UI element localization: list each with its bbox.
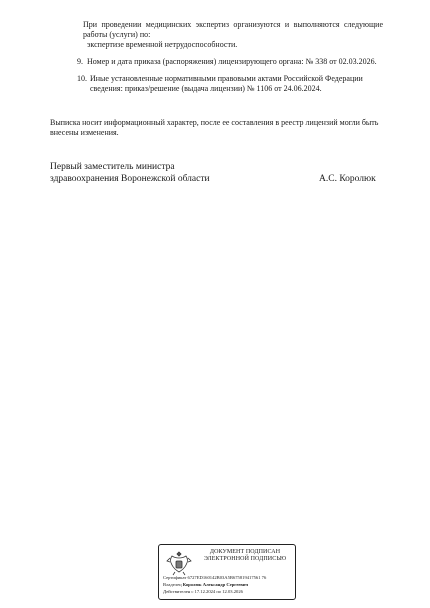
- signer-title-line2: здравоохранения Воронежской области: [50, 174, 210, 184]
- signer-title-line1: Первый заместитель министра: [50, 162, 175, 172]
- item9-number: 9.: [77, 57, 83, 66]
- notice-line2: внесены изменения.: [50, 128, 119, 137]
- section8-line3: экспертизе временной нетрудоспособности.: [87, 40, 238, 49]
- section8-line2: работы (услуги) по:: [83, 30, 151, 39]
- notice-line1: Выписка носит информационный характер, после ее составления в реестр лицензий могли быть: [50, 118, 379, 127]
- stamp-header: [197, 549, 293, 563]
- item10-line1: Иные установленные нормативными правовыми актами Российской Федерации: [90, 74, 363, 83]
- stamp-header-line2: ЭЛЕКТРОННОЙ ПОДПИСЬЮ: [203, 556, 287, 562]
- stamp-certificate: Сертификат 6727ED160142B03A5B675819417561 76: [163, 575, 267, 580]
- stamp-header-line1: ДОКУМЕНТ ПОДПИСАН: [209, 549, 281, 555]
- signer-name: А.С. Королюк: [319, 174, 376, 184]
- stamp-owner-label: Владелец: [163, 582, 182, 587]
- stamp-validity: Действителен с 17.12.2024 по 12.03.2026: [163, 589, 243, 594]
- item10-number: 10.: [77, 74, 87, 83]
- section8-line1: При проведении медицинских экспертиз организуются и выполняются следующие: [83, 20, 383, 29]
- stamp-owner: Королюк Александр Сергеевич: [182, 582, 249, 587]
- item9-text: Номер и дата приказа (распоряжения) лицензирующего органа: № 338 от 02.03.2026.: [87, 57, 377, 66]
- coat-of-arms-icon: [164, 548, 194, 578]
- item10-line2: сведения: приказ/решение (выдача лицензии) № 1106 от 24.06.2024.: [90, 84, 322, 93]
- electronic-signature-stamp: [158, 544, 296, 600]
- stamp-owner-row: [163, 582, 293, 588]
